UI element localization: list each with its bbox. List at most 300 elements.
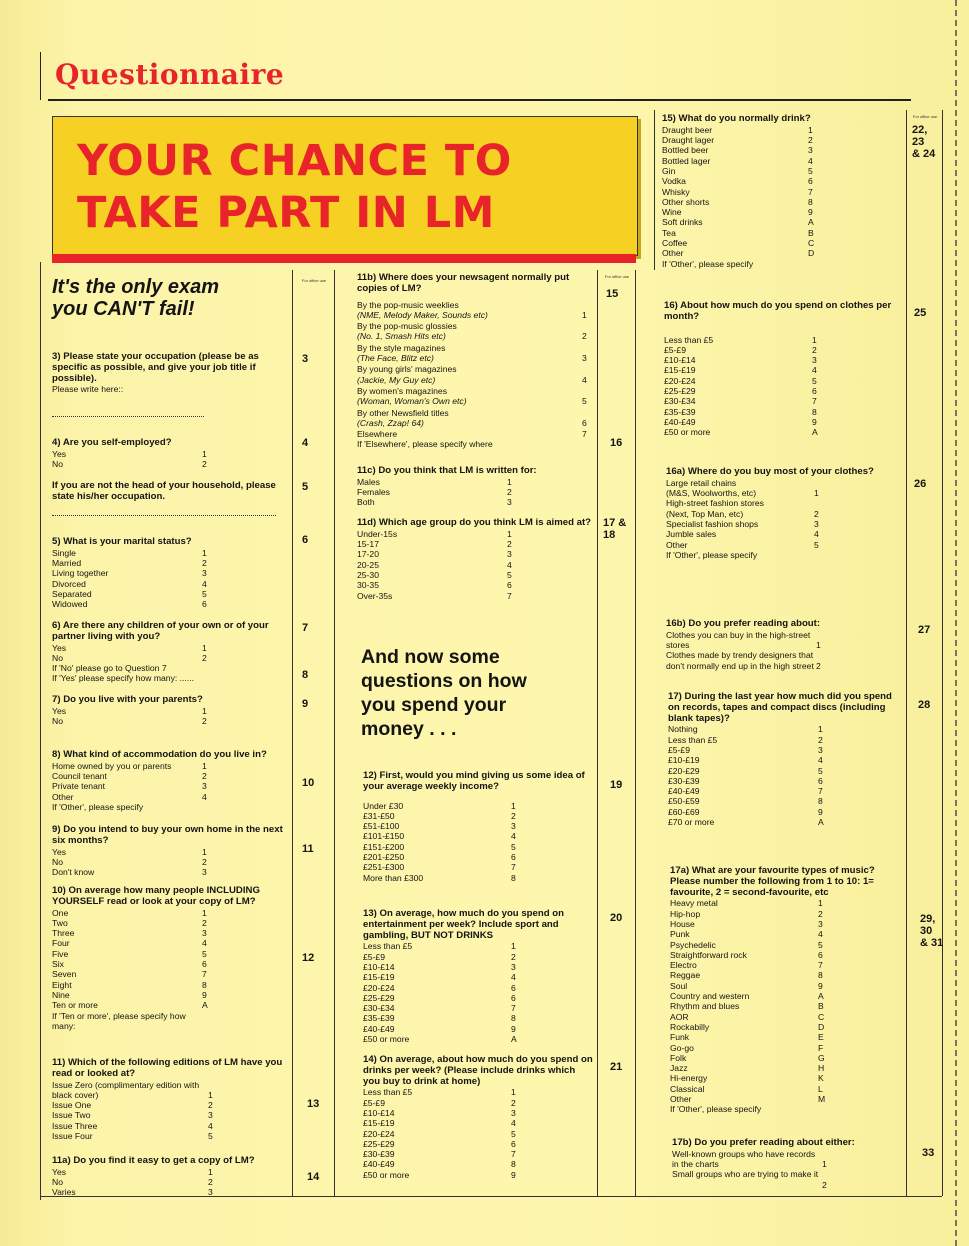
option-label: Males	[357, 476, 380, 487]
option-row[interactable]	[668, 755, 904, 765]
option-row[interactable]	[666, 519, 904, 529]
option-code: 4	[202, 938, 207, 949]
header-left-rule	[40, 52, 41, 100]
option-row[interactable]	[52, 579, 288, 589]
option-row[interactable]	[52, 643, 288, 653]
option-row[interactable]	[52, 949, 288, 959]
option-label: No	[52, 1177, 63, 1188]
option-row[interactable]	[664, 417, 904, 427]
option-code: 9	[808, 207, 813, 218]
option-code: 3	[202, 928, 207, 939]
office-num: 26	[914, 478, 927, 490]
option-row[interactable]	[662, 187, 902, 197]
option-code: 9	[818, 806, 823, 817]
option-row[interactable]	[52, 716, 288, 726]
option-row[interactable]	[668, 745, 904, 755]
option-row[interactable]	[357, 560, 593, 570]
option-code: 5	[511, 1128, 516, 1139]
office-num: 14	[307, 1171, 320, 1183]
option-label: Other	[662, 248, 684, 259]
option-row[interactable]	[357, 343, 593, 364]
option-row[interactable]	[662, 156, 902, 166]
option-row[interactable]	[670, 929, 904, 939]
head-occupation-answer-line[interactable]	[52, 515, 276, 516]
option-label: Wine	[662, 207, 682, 218]
option-row[interactable]	[363, 1013, 593, 1023]
option-code: 1	[822, 1159, 827, 1170]
option-row[interactable]	[670, 940, 904, 950]
option-code: 3	[202, 781, 207, 792]
option-code: 1	[202, 705, 207, 716]
option-row[interactable]	[52, 1090, 288, 1100]
option-code: 2	[202, 917, 207, 928]
option-row[interactable]	[357, 570, 593, 580]
option-code: 6	[202, 959, 207, 970]
option-code: 5	[202, 588, 207, 599]
right-column-top-rule	[654, 110, 655, 270]
option-code: 1	[511, 941, 516, 952]
option-row[interactable]	[363, 1159, 593, 1169]
option-row[interactable]	[670, 1043, 904, 1053]
option-row[interactable]	[670, 898, 904, 908]
office-num: 21	[610, 1061, 623, 1073]
option-label: £251-£300	[363, 862, 405, 873]
option-label: Issue Four	[52, 1131, 93, 1142]
option-row[interactable]	[670, 1063, 904, 1073]
option-code: 1	[202, 448, 207, 459]
option-label: Specialist fashion shops	[666, 518, 759, 529]
option-code: D	[818, 1021, 825, 1032]
option-row[interactable]	[357, 487, 593, 497]
option-row[interactable]	[363, 1118, 593, 1128]
option-row[interactable]	[52, 1167, 288, 1177]
option-row[interactable]	[662, 125, 902, 135]
q17b-options	[672, 1148, 904, 1190]
option-label: Issue Two	[52, 1110, 91, 1121]
option-code: 1	[511, 1087, 516, 1098]
option-label: in the charts	[672, 1159, 719, 1170]
option-row[interactable]	[672, 1149, 904, 1159]
option-row[interactable]	[670, 950, 904, 960]
option-row[interactable]	[664, 365, 904, 375]
option-label: £30-£34	[363, 1003, 395, 1014]
option-row[interactable]	[363, 1024, 593, 1034]
money-section-headline: And now some questions on how you spend your money . . .	[361, 646, 527, 740]
option-row[interactable]	[52, 599, 288, 609]
option-row[interactable]	[670, 1053, 904, 1063]
option-row[interactable]	[52, 548, 288, 558]
option-label: AOR	[670, 1011, 689, 1022]
option-code: 4	[208, 1120, 213, 1131]
q11-options	[52, 1080, 288, 1142]
option-row[interactable]	[52, 449, 288, 459]
option-label: Vodka	[662, 176, 686, 187]
option-row[interactable]	[52, 1121, 288, 1131]
option-label: Females	[357, 487, 390, 498]
option-row[interactable]	[357, 408, 593, 429]
option-label: By other Newsfield titles	[357, 407, 449, 418]
question-4b: If you are not the head of your household, please state his/her occupation.	[52, 480, 276, 502]
option-label: (Next, Top Man, etc)	[666, 508, 744, 519]
option-row[interactable]	[662, 135, 902, 145]
option-row[interactable]	[363, 952, 593, 962]
option-row[interactable]	[666, 529, 904, 539]
headline-banner	[52, 116, 638, 256]
option-label: £40-£49	[363, 1023, 395, 1034]
option-code: 2	[816, 660, 821, 671]
option-code: K	[818, 1073, 824, 1084]
option-row[interactable]	[52, 761, 288, 771]
option-row[interactable]	[52, 1177, 288, 1187]
option-row[interactable]	[668, 807, 904, 817]
option-label: No	[52, 459, 63, 470]
option-row[interactable]	[52, 938, 288, 948]
option-code: 4	[507, 559, 512, 570]
option-row[interactable]	[666, 640, 904, 650]
option-row[interactable]	[363, 1149, 593, 1159]
option-row[interactable]	[52, 1100, 288, 1110]
option-code: L	[818, 1083, 823, 1094]
option-row[interactable]	[670, 1001, 904, 1011]
option-code: 1	[511, 800, 516, 811]
option-code: 3	[814, 518, 819, 529]
option-label: Classical	[670, 1083, 705, 1094]
option-label: Hi-energy	[670, 1073, 708, 1084]
option-row[interactable]	[670, 1032, 904, 1042]
option-row[interactable]	[668, 776, 904, 786]
office-num: 13	[307, 1098, 320, 1110]
option-row[interactable]	[52, 867, 288, 877]
option-row[interactable]	[363, 831, 593, 841]
option-label: Small groups who are trying to make it	[672, 1169, 819, 1180]
option-row[interactable]	[52, 969, 288, 979]
option-label: Yes	[52, 642, 67, 653]
option-code: A	[808, 217, 814, 228]
option-label: black cover)	[52, 1089, 99, 1100]
option-row[interactable]	[363, 1098, 593, 1108]
option-row[interactable]	[670, 909, 904, 919]
option-row[interactable]	[670, 1022, 904, 1032]
option-label: Seven	[52, 969, 77, 980]
option-code: 1	[507, 528, 512, 539]
option-row[interactable]	[668, 817, 904, 827]
option-code: 5	[814, 539, 819, 550]
option-row[interactable]	[670, 960, 904, 970]
option-code: 2	[822, 1179, 827, 1190]
option-code: 2	[812, 344, 817, 355]
option-row[interactable]	[363, 821, 593, 831]
option-row[interactable]	[52, 847, 288, 857]
option-label: Rockabilly	[670, 1021, 710, 1032]
option-row[interactable]	[52, 918, 288, 928]
option-row[interactable]	[52, 857, 288, 867]
option-row[interactable]	[357, 549, 593, 559]
option-row[interactable]	[52, 1131, 288, 1141]
option-row[interactable]	[52, 1080, 288, 1090]
q17a-options	[670, 898, 904, 1104]
option-row[interactable]	[363, 1108, 593, 1118]
option-row[interactable]	[662, 197, 902, 207]
q10-options	[52, 908, 288, 1011]
option-row[interactable]	[666, 540, 904, 550]
option-label: Bottled beer	[662, 145, 709, 156]
option-code: 8	[818, 796, 823, 807]
option-row[interactable]	[668, 766, 904, 776]
option-code: 5	[812, 375, 817, 386]
option-row[interactable]	[52, 771, 288, 781]
office-num: 5	[302, 481, 309, 493]
option-row[interactable]	[670, 1084, 904, 1094]
option-label: 17-20	[357, 549, 379, 560]
option-row[interactable]	[666, 478, 904, 488]
option-row[interactable]	[52, 1000, 288, 1010]
option-row[interactable]	[52, 589, 288, 599]
option-row[interactable]	[357, 580, 593, 590]
option-row[interactable]	[357, 364, 593, 385]
option-code: 2	[511, 810, 516, 821]
option-row[interactable]	[52, 781, 288, 791]
option-row[interactable]	[666, 488, 904, 498]
option-code: 4	[202, 578, 207, 589]
option-examples: (The Face, Blitz etc)	[357, 353, 434, 364]
option-row[interactable]	[363, 983, 593, 993]
option-row[interactable]	[363, 1087, 593, 1097]
question-16: 16) About how much do you spend on clothes per month? Less than £5 1 £5-£9 2 £10-£14 3 £15-£19 4 £20-£24 5 £25-£29 6 £30-£34 7 £35-£39 8 £40-£49 9 £50 or more A	[664, 301, 904, 438]
option-row[interactable]	[363, 1170, 593, 1180]
option-code: 4	[202, 791, 207, 802]
option-row[interactable]	[668, 735, 904, 745]
option-row[interactable]	[357, 529, 593, 539]
office-num: 6	[302, 534, 309, 546]
option-label: Reggae	[670, 970, 701, 981]
option-code: E	[818, 1032, 824, 1043]
option-row[interactable]	[666, 650, 904, 660]
option-row[interactable]	[668, 786, 904, 796]
option-label: By the pop-music weeklies	[357, 299, 459, 310]
option-row[interactable]	[52, 1110, 288, 1120]
option-code: 2	[511, 1097, 516, 1108]
option-row[interactable]	[363, 842, 593, 852]
option-row[interactable]	[52, 980, 288, 990]
option-code: 5	[582, 396, 587, 407]
option-label: Issue Zero (complimentary edition with	[52, 1079, 200, 1090]
option-row[interactable]	[662, 145, 902, 155]
option-label: £25-£29	[664, 386, 696, 397]
option-row[interactable]	[363, 801, 593, 811]
option-row[interactable]	[672, 1159, 904, 1169]
option-row[interactable]	[363, 962, 593, 972]
option-label: £15-£19	[363, 1118, 395, 1129]
option-row[interactable]	[363, 993, 593, 1003]
option-code: 2	[202, 856, 207, 867]
option-label: Straightforward rock	[670, 949, 747, 960]
option-row[interactable]	[363, 852, 593, 862]
option-row[interactable]	[666, 630, 904, 640]
option-code: 5	[808, 165, 813, 176]
option-label: Clothes made by trendy designers that	[666, 650, 814, 661]
option-code: 1	[202, 547, 207, 558]
option-code: 7	[818, 786, 823, 797]
option-row[interactable]	[363, 873, 593, 883]
option-code: 3	[582, 353, 587, 364]
option-row[interactable]	[52, 792, 288, 802]
option-label: £151-£200	[363, 841, 405, 852]
option-code: 8	[818, 970, 823, 981]
banner-line-1: YOUR CHANCE TO	[77, 136, 512, 186]
option-row[interactable]	[357, 539, 593, 549]
option-code: 2	[202, 459, 207, 470]
option-row[interactable]	[670, 1073, 904, 1083]
option-code: 3	[202, 568, 207, 579]
option-code: 8	[511, 1159, 516, 1170]
option-row[interactable]	[52, 908, 288, 918]
question-3: 3) Please state your occupation (please be as specific as possible, and give your job title if possible). Please write here::	[52, 351, 259, 395]
option-label: Rhythm and blues	[670, 1001, 740, 1012]
option-row[interactable]	[662, 217, 902, 227]
option-row[interactable]	[666, 498, 904, 508]
option-code: 2	[814, 508, 819, 519]
question-11b: 11b) Where does your newsagent normally put copies of LM? By the pop-music weeklies (NME, Melody Maker, Sounds etc) 1 By the pop-music glossies (No. 1, Smash Hits etc) 2 By the style magazines (The Face, Blitz etc) 3 By young girls' magazines (Jackie, My Guy etc) 4 By women's magazines (Woman, Woman's Own etc) 5 By other Newsfield titles (Crash, Zzap! 64) 6 Elsewhere 7 If 'Elsewhere', please specify where	[357, 273, 593, 450]
option-row[interactable]	[672, 1169, 904, 1179]
option-label: Council tenant	[52, 771, 107, 782]
office-column-rule-5	[906, 110, 907, 1196]
option-row[interactable]	[664, 345, 904, 355]
option-row[interactable]	[52, 706, 288, 716]
option-label: Widowed	[52, 599, 88, 610]
option-examples: (NME, Melody Maker, Sounds etc)	[357, 309, 488, 320]
option-row[interactable]	[662, 207, 902, 217]
option-code: 6	[818, 775, 823, 786]
option-row[interactable]	[363, 972, 593, 982]
option-code: 7	[511, 862, 516, 873]
office-num: 20	[610, 912, 623, 924]
option-row[interactable]	[666, 661, 904, 671]
question-11d: 11d) Which age group do you think LM is aimed at? Under-15s 1 15-17 2 17-20 3 20-25 4 25-30 5 30-35 6 Over-35s 7	[357, 517, 591, 601]
option-row[interactable]	[668, 796, 904, 806]
option-row[interactable]	[662, 176, 902, 186]
option-code: A	[818, 817, 824, 828]
option-code: 4	[511, 1118, 516, 1129]
option-label: Varies	[52, 1187, 76, 1198]
option-code: 3	[208, 1110, 213, 1121]
option-row[interactable]	[357, 300, 593, 321]
q7-options	[52, 706, 288, 727]
option-code: 9	[511, 1023, 516, 1034]
option-examples: (No. 1, Smash Hits etc)	[357, 331, 446, 342]
option-code: 6	[511, 1138, 516, 1149]
option-row[interactable]	[363, 1034, 593, 1044]
option-row[interactable]	[363, 862, 593, 872]
option-label: Over-35s	[357, 590, 393, 601]
question-13: 13) On average, how much do you spend on entertainment per week? Include sport and gambling, BUT NOT DRINKS Less than £5 1 £5-£9 2 £10-£14 3 £15-£19 4 £20-£24 6 £25-£29 6 £30-£34 7 £35-£39 8 £40-£49 9 £50 or more A	[363, 909, 593, 1044]
option-label: No	[52, 652, 63, 663]
option-label: By the pop-music glossies	[357, 321, 457, 332]
option-label: Jumble sales	[666, 529, 717, 540]
option-label: Eight	[52, 979, 72, 990]
option-label: By women's magazines	[357, 385, 448, 396]
option-code: 6	[511, 852, 516, 863]
option-row[interactable]	[363, 1003, 593, 1013]
option-code: 4	[582, 374, 587, 385]
option-row[interactable]	[664, 335, 904, 345]
option-code: H	[818, 1063, 825, 1074]
option-row[interactable]	[664, 376, 904, 386]
option-row[interactable]	[52, 653, 288, 663]
option-row[interactable]	[52, 459, 288, 469]
option-label: Nothing	[668, 724, 698, 735]
option-row[interactable]	[357, 591, 593, 601]
option-row[interactable]	[664, 407, 904, 417]
option-row[interactable]	[357, 477, 593, 487]
office-num: 12	[302, 952, 315, 964]
option-row[interactable]	[52, 568, 288, 578]
option-row[interactable]	[52, 990, 288, 1000]
option-label: £70 or more	[668, 817, 715, 828]
option-row[interactable]	[363, 941, 593, 951]
option-row[interactable]	[664, 355, 904, 365]
option-row[interactable]	[664, 386, 904, 396]
option-label: £31-£50	[363, 810, 395, 821]
option-row[interactable]	[670, 919, 904, 929]
option-row[interactable]	[670, 981, 904, 991]
option-row[interactable]	[363, 1139, 593, 1149]
option-row[interactable]	[357, 386, 593, 407]
option-code: 1	[818, 898, 823, 909]
option-row[interactable]	[664, 396, 904, 406]
option-row[interactable]	[662, 166, 902, 176]
option-row[interactable]	[670, 991, 904, 1001]
option-code: 1	[818, 724, 823, 735]
option-row[interactable]	[670, 970, 904, 980]
option-row[interactable]	[668, 724, 904, 734]
option-row[interactable]	[662, 228, 902, 238]
question-5: 5) What is your marital status? Single 1 Married 2 Living together 3 Divorced 4 Separated 5 Widowed 6	[52, 537, 288, 610]
option-row[interactable]	[662, 248, 902, 258]
option-row[interactable]	[52, 928, 288, 938]
office-num: 4	[302, 437, 309, 449]
question-10: 10) On average how many people INCLUDING YOURSELF read or look at your copy of LM? One 1 Two 2 Three 3 Four 4 Five 5 Six 6 Seven 7 Eight 8 Nine 9 Ten or more A If 'Ten or more', please specify how many:	[52, 886, 288, 1031]
office-use-header-3: For office use	[912, 114, 938, 119]
option-label: Gin	[662, 165, 676, 176]
question-15: 15) What do you normally drink? Draught beer 1 Draught lager 2 Bottled beer 3 Bottled lager 4 Gin 5 Vodka 6 Whisky 7 Other shorts 8 Wine 9 Soft drinks A Tea B Coffee C Other D If 'Other', please specify	[662, 114, 902, 269]
option-code: 6	[812, 386, 817, 397]
occupation-answer-line[interactable]	[52, 416, 204, 417]
office-num: 27	[918, 624, 931, 636]
exam-headline: It's the only exam you CAN'T fail!	[52, 276, 220, 320]
option-code: 2	[208, 1177, 213, 1188]
option-row[interactable]	[52, 1187, 288, 1197]
option-row[interactable]	[357, 497, 593, 507]
option-row[interactable]	[664, 427, 904, 437]
q4-options	[52, 449, 288, 470]
question-16a: 16a) Where do you buy most of your clothes? Large retail chains (M&S, Woolworths, etc) 1 High-street fashion stores (Next, Top Man, etc) 2 Specialist fashion shops 3 Jumble sales 4 Other 5 If 'Other', please specify	[666, 467, 904, 560]
option-code: 7	[511, 1003, 516, 1014]
option-row[interactable]	[666, 509, 904, 519]
option-label: £20-£29	[668, 765, 700, 776]
option-row[interactable]	[662, 238, 902, 248]
option-row[interactable]	[52, 558, 288, 568]
question-6: 6) Are there any children of your own or of your partner living with you? Yes 1 No 2 If 'No' please go to Question 7 If 'Yes' please specify how many: ......	[52, 621, 288, 684]
option-code: 2	[507, 539, 512, 550]
option-label: (M&S, Woolworths, etc)	[666, 488, 757, 499]
option-label: £15-£19	[664, 365, 696, 376]
option-row[interactable]	[670, 1094, 904, 1104]
option-row[interactable]	[670, 1012, 904, 1022]
option-row[interactable]	[363, 811, 593, 821]
option-row[interactable]	[363, 1129, 593, 1139]
option-row[interactable]	[357, 321, 593, 342]
option-row[interactable]	[52, 959, 288, 969]
